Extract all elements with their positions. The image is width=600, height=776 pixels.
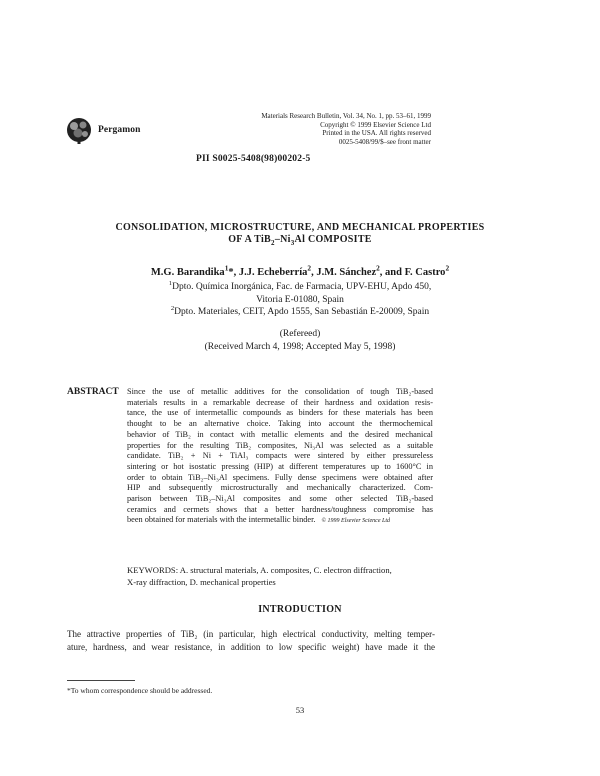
- author: J.M. Sánchez$^2$, and: [316, 263, 405, 278]
- body-line: ature, hardness, and wear resistance, in addition to low specific weight) have made it the: [67, 641, 435, 652]
- footnote-divider: [67, 680, 135, 681]
- abstract-line: thought to be an alternative choice. Taking into account the thermochemical: [127, 419, 433, 429]
- journal-issn: 0025-5408/99/$–see front matter: [338, 137, 431, 146]
- affiliations: [0, 281, 600, 319]
- abstract-copyright: © 1999 Elsevier Science Ltd: [321, 518, 391, 525]
- abstract-line: ceramics and cermets shows that a better hardness/toughness compromise has: [127, 504, 433, 514]
- author: J.J. Echeberría$^2$,: [238, 263, 317, 278]
- refereed-label: (Refereed): [279, 329, 321, 339]
- body-line: The attractive properties of TiB₂ (in particular, high electrical conductivity, melting temper-: [67, 629, 435, 639]
- author-list: [0, 263, 600, 278]
- abstract-line: parison between TiB₂–Ni₃Al composites and some other selected TiB₂-based: [127, 494, 433, 504]
- abstract-line: order to obtain TiB₂–Ni₃Al specimens. Fully dense specimens were obtained after: [127, 472, 433, 482]
- title-line-1: CONSOLIDATION, MICROSTRUCTURE, AND MECHANICAL PROPERTIES: [115, 222, 485, 233]
- abstract-line: tance, the use of intermetallic compounds as binders for these materials has been: [127, 408, 433, 418]
- publisher-name: Pergamon: [98, 125, 141, 135]
- author: M.G. Barandika$^1$*,: [150, 263, 239, 278]
- pii-identifier: PII S0025-5408(98)00202-5: [196, 154, 311, 164]
- journal-citation: Materials Research Bulletin, Vol. 34, No. 1, pp. 53–61, 1999: [261, 112, 431, 120]
- journal-rights: Printed in the USA. All rights reserved: [322, 129, 431, 138]
- keywords: [127, 565, 437, 588]
- received-dates: (Received March 4, 1998; Accepted May 5, 1998): [204, 341, 396, 352]
- section-heading-introduction: INTRODUCTION: [258, 604, 342, 615]
- journal-info: [261, 112, 431, 146]
- footnote: *To whom correspondence should be addressed.: [67, 686, 213, 695]
- author: F. Castro$^2$: [404, 263, 450, 278]
- abstract-body: [127, 387, 433, 527]
- page-number: 53: [295, 705, 305, 715]
- abstract-line: behavior of TiB₂ in contact with metallic elements and the desired mechanical: [127, 429, 433, 439]
- abstract-line-last: been obtained for materials with the intermetallic binder. © 1999 Elsevier Science Ltd: [127, 515, 391, 525]
- abstract-line: Since the use of metallic additives for the consolidation of tough TiB₂-based: [127, 387, 433, 396]
- abstract-line: sintering or hot isostatic pressing (HIP) at different temperatures up to 1600°C in: [127, 461, 433, 471]
- introduction-body: [67, 628, 435, 653]
- keywords-line-1: KEYWORDS: A. structural materials, A. composites, C. electron diffraction,: [127, 565, 392, 575]
- journal-copyright: Copyright © 1999 Elsevier Science Ltd: [320, 120, 431, 129]
- abstract-line: properties for the resulting TiB₂ composites, Ni₃Al was selected as a suitable: [127, 440, 433, 450]
- keywords-line-2: X-ray diffraction, D. mechanical properties: [127, 576, 276, 587]
- abstract-heading: ABSTRACT: [67, 387, 119, 397]
- title-line-2: OF A $TiB_2-Ni_3Al$ COMPOSITE: [228, 234, 372, 247]
- abstract-line: candidate. TiB₂ + Ni + TiAl₃ compacts were sintered by either pressureless: [127, 451, 433, 461]
- paper-title: [0, 222, 600, 246]
- review-status: [0, 328, 600, 353]
- tree-icon: [64, 116, 94, 146]
- abstract-line: materials results in a remarkable decrease of their hardness and oxidation resis-: [127, 397, 433, 407]
- affiliation-1-city: Vitoria E-01080, Spain: [256, 294, 344, 305]
- affiliation-2: $^2$Dpto. Materiales, CEIT, Apdo 1555, San Sebastián E-20009, Spain: [170, 304, 430, 317]
- publisher-logo: [64, 116, 174, 156]
- abstract-line: HIP and subsequently microstructurally and mechanically characterized. Com-: [127, 483, 433, 493]
- affiliation-1: $^1$Dpto. Química Inorgánica, Fac. de Farmacia, UPV-EHU, Apdo 450,: [168, 279, 432, 292]
